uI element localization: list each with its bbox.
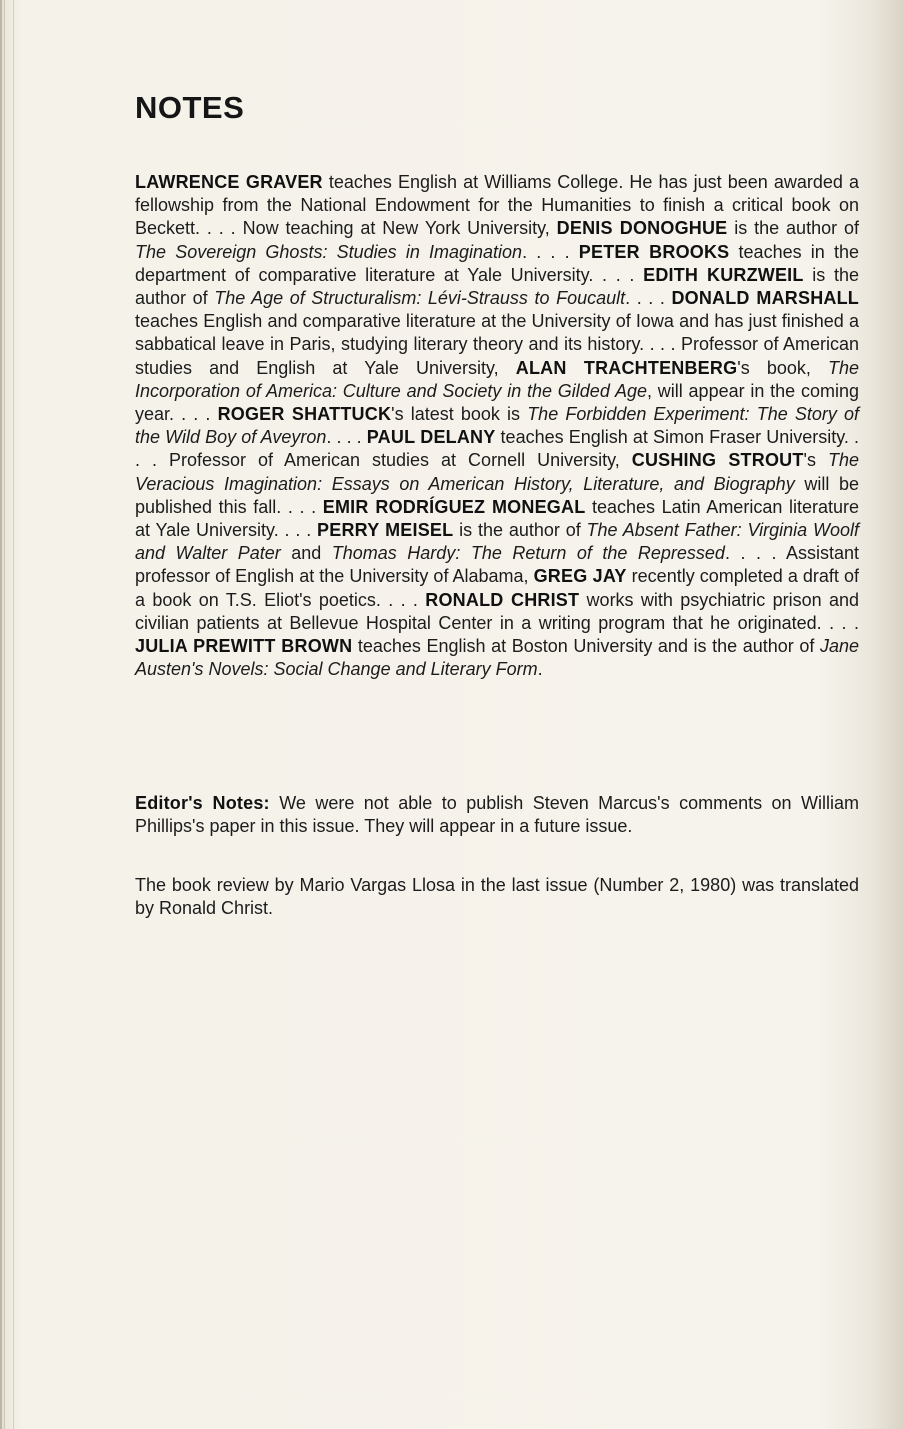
editors-notes-paragraph (135, 792, 859, 838)
contributor-name: ROGER SHATTUCK (217, 404, 392, 425)
contributor-name: PERRY MEISEL (317, 520, 454, 541)
book-title: The Veracious Imagination: Essays on American History, Literature, and Biography (135, 450, 860, 494)
page-spine-edge (0, 0, 2, 1429)
page-title: NOTES (135, 90, 245, 125)
page-spine-shadow (4, 0, 5, 1429)
bio-text: teaches English at Simon Fraser University. . . . Professor of American studies at Cornell University, (135, 427, 859, 471)
bio-text: 's latest book is (391, 404, 528, 425)
editors-notes-text: We were not able to publish Steven Marcus's comments on William Phillips's paper in this issue. They will appear in a future issue. (135, 793, 860, 837)
bio-text: works with psychiatric prison and civilian patients at Bellevue Hospital Center in a writing program that he originated. . . . (135, 589, 860, 633)
bio-text: teaches English at Boston University and is the author of (352, 636, 820, 657)
contributor-name: JULIA PREWITT BROWN (135, 636, 353, 657)
book-title: Thomas Hardy: The Return of the Repressed (331, 543, 725, 564)
bio-text: . . . . Assistant professor of English at the University of Alabama, (135, 543, 859, 587)
bio-text: . . . . (522, 241, 579, 262)
contributor-notes-paragraph (135, 171, 859, 681)
bio-text: . (537, 659, 543, 680)
editors-notes-label: Editor's Notes: (135, 793, 270, 813)
bio-text: teaches in the department of comparative literature at Yale University. . . . (135, 241, 859, 285)
contributor-name: DENIS DONOGHUE (556, 218, 728, 239)
bio-text: and (280, 543, 332, 564)
contributor-name: DONALD MARSHALL (671, 288, 859, 309)
translation-note-paragraph: The book review by Mario Vargas Llosa in the last issue (Number 2, 1980) was translated by Ronald Christ. (135, 875, 859, 919)
contributor-name: ALAN TRACHTENBERG (515, 357, 738, 378)
book-title: Jane Austen's Novels: Social Change and Literary Form (135, 636, 859, 680)
bio-text: , will appear in the coming year. . . . (135, 380, 859, 425)
contributor-name: RONALD CHRIST (425, 589, 580, 610)
bio-text: . . . . (625, 288, 672, 309)
book-title: The Absent Father: Virginia Woolf and Walter Pater (135, 520, 859, 564)
contributor-name: CUSHING STROUT (631, 450, 804, 471)
contributor-name: PETER BROOKS (578, 241, 730, 262)
bio-text: . . . . (326, 427, 367, 448)
bio-text: is the author of (453, 520, 587, 541)
contributor-name: PAUL DELANY (366, 427, 496, 448)
bio-text: is the author of (727, 218, 859, 239)
bio-text: 's (803, 450, 828, 471)
bio-text: recently completed a draft of a book on T.S. Eliot's poetics. . . . (135, 566, 859, 610)
page-gutter-line (13, 0, 14, 1429)
bio-text: teaches Latin American literature at Yale University. . . . (135, 496, 859, 541)
book-title: The Incorporation of America: Culture and Society in the Gilded Age (135, 357, 859, 401)
bio-text: is the author of (135, 264, 859, 309)
book-title: The Forbidden Experiment: The Story of the Wild Boy of Aveyron (135, 404, 859, 448)
contributor-name: LAWRENCE GRAVER (135, 172, 323, 192)
contributor-name: EMIR RODRÍGUEZ MONEGAL (322, 496, 586, 517)
contributor-name: GREG JAY (533, 566, 627, 587)
bio-text: 's book, (737, 357, 828, 378)
bio-text: teaches English and comparative literature at the University of Iowa and has just finished a sabbatical leave in Paris, studying literary theory and its history. . . . Professor of American studies and English at Yale University, (135, 311, 859, 378)
bio-text: teaches English at Williams College. He has just been awarded a fellowship from the National Endowment for the Humanities to finish a critical book on Beckett. . . . Now teaching at New York University, (135, 172, 859, 239)
contributor-name: EDITH KURZWEIL (643, 264, 804, 285)
bio-text: will be published this fall. . . . (135, 473, 859, 517)
book-title: The Sovereign Ghosts: Studies in Imagination (135, 241, 523, 262)
book-title: The Age of Structuralism: Lévi-Strauss to Foucault (214, 288, 626, 309)
